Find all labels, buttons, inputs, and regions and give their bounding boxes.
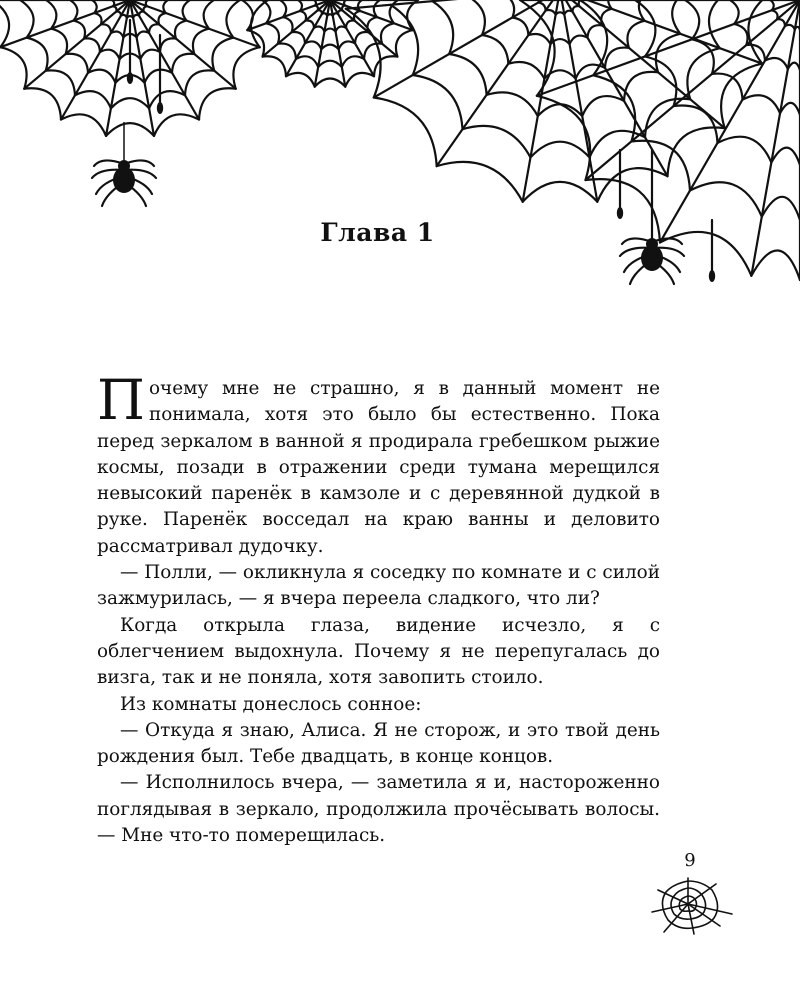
paragraph: — Исполнилось вчера, — заметила я и, настороженно поглядывая в зеркало, продолжила прочёсывать волосы. — Мне что-то померещилась.	[97, 772, 660, 847]
small-cobweb-icon	[650, 876, 740, 936]
cobweb-garland-illustration	[0, 0, 800, 300]
paragraph: Из комнаты донеслось сонное:	[120, 693, 422, 715]
paragraph: Когда открыла глаза, видение исчезло, я с облегчением выдохнула. Почему я не перепугалась до визга, так и не поняла, хотя завопить стоило.	[97, 614, 660, 689]
paragraph-text: очему мне не страшно, я в данный момент не понимала, хотя это было бы естественно. Пока перед зеркалом в ванной я продирала гребешком рыжие космы, позади в отражении среди тумана мерещился невысокий паренёк в камзоле и с деревянной дудкой в руке. Паренёк восседал на краю ванны и деловито рассматривал дудочку.	[97, 378, 660, 557]
page-number: 9	[684, 850, 696, 871]
paragraph	[97, 368, 660, 560]
paragraph: — Полли, — окликнула я соседку по комнате и с силой зажмурилась, — я вчера переела сладкого, что ли?	[97, 562, 660, 610]
drop-cap: П	[97, 368, 145, 432]
chapter-title: Глава 1	[320, 218, 435, 247]
chapter-text	[97, 368, 660, 849]
paragraph: — Откуда я знаю, Алиса. Я не сторож, и это твой день рождения был. Тебе двадцать, в конце концов.	[97, 719, 660, 768]
spider-left-icon	[92, 122, 156, 206]
